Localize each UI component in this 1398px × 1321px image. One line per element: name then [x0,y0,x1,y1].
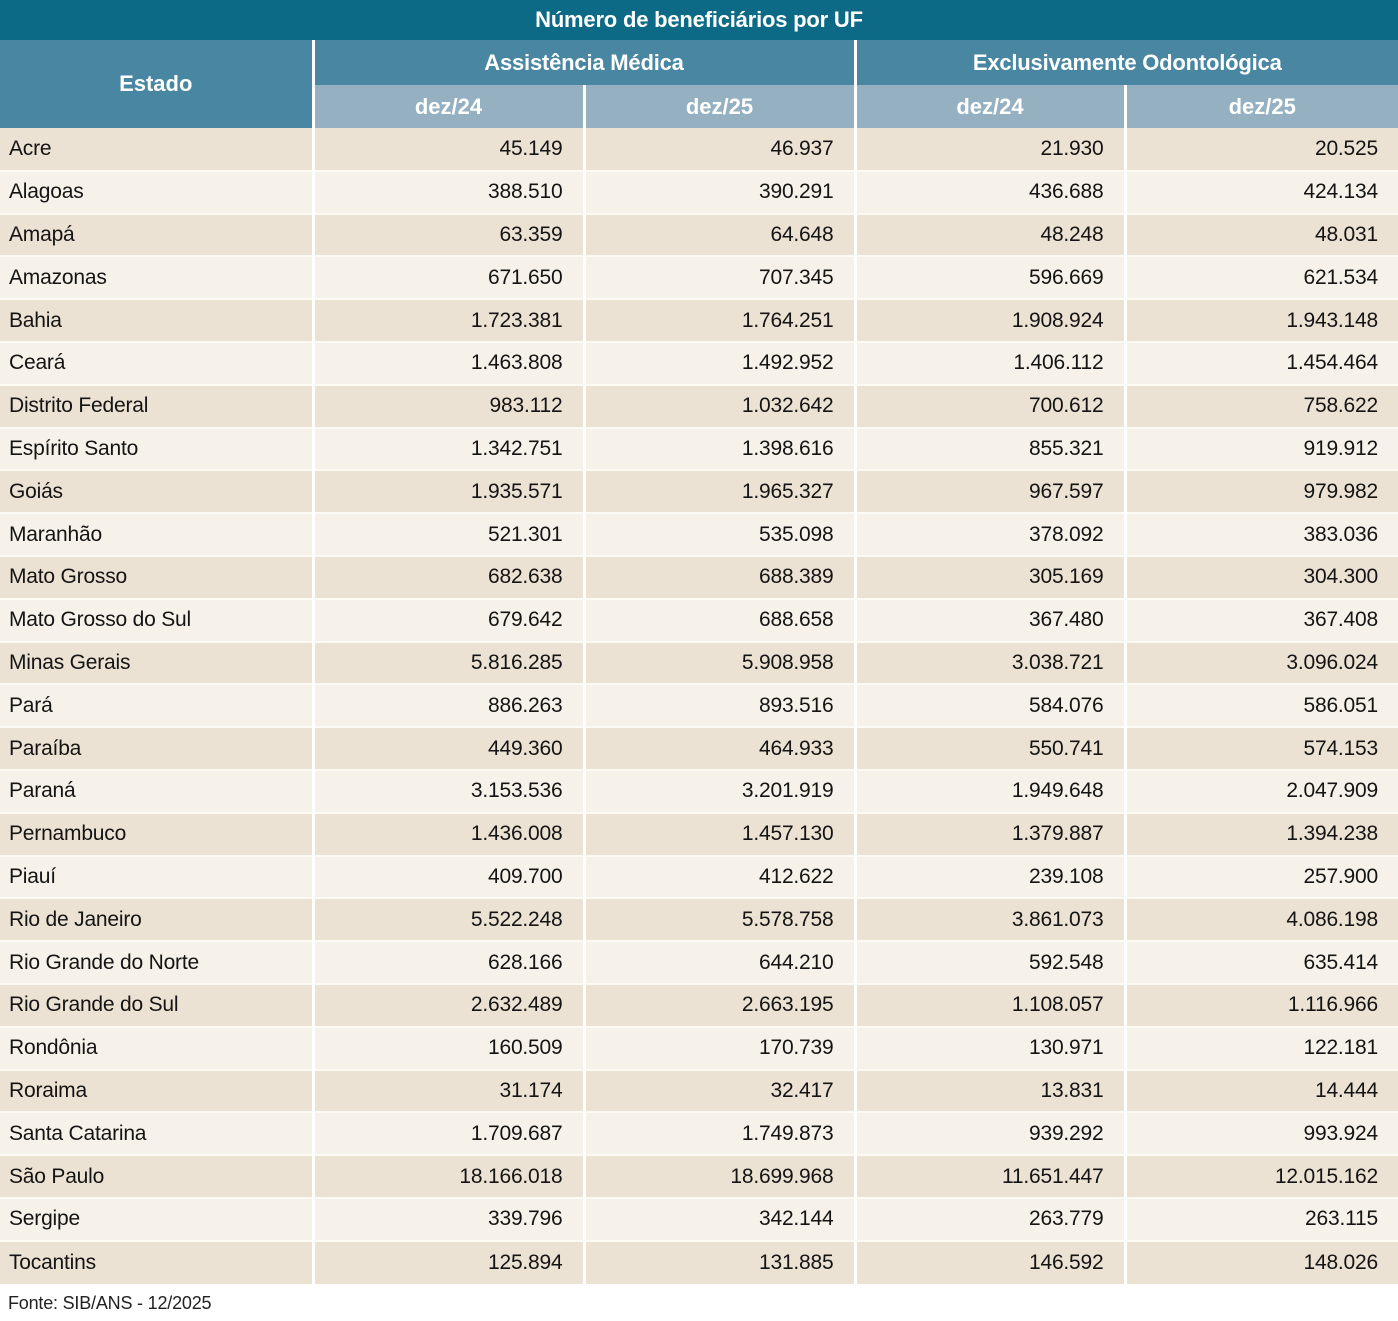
value-cell: 1.949.648 [855,770,1125,813]
value-cell: 449.360 [313,727,584,770]
value-cell: 367.408 [1125,599,1398,642]
value-cell: 2.632.489 [313,984,584,1027]
table-title: Número de beneficiários por UF [0,0,1398,40]
state-cell: Pará [0,684,313,727]
table-row [0,385,1398,428]
value-cell: 263.115 [1125,1198,1398,1241]
value-cell: 1.032.642 [584,385,855,428]
value-cell: 5.816.285 [313,642,584,685]
value-cell: 1.908.924 [855,299,1125,342]
value-cell: 1.965.327 [584,470,855,513]
value-cell: 967.597 [855,470,1125,513]
value-cell: 1.108.057 [855,984,1125,1027]
table-row [0,941,1398,984]
table-body [0,128,1398,1284]
state-cell: Espírito Santo [0,428,313,471]
value-cell: 13.831 [855,1070,1125,1113]
value-cell: 130.971 [855,1027,1125,1070]
state-cell: Rondônia [0,1027,313,1070]
state-cell: Ceará [0,342,313,385]
state-cell: Maranhão [0,513,313,556]
value-cell: 644.210 [584,941,855,984]
value-cell: 3.201.919 [584,770,855,813]
state-cell: Distrito Federal [0,385,313,428]
value-cell: 688.658 [584,599,855,642]
table-row [0,299,1398,342]
value-cell: 1.492.952 [584,342,855,385]
state-cell: Acre [0,128,313,171]
state-cell: Rio de Janeiro [0,898,313,941]
state-cell: Sergipe [0,1198,313,1241]
value-cell: 18.166.018 [313,1155,584,1198]
value-cell: 707.345 [584,256,855,299]
state-cell: Bahia [0,299,313,342]
value-cell: 20.525 [1125,128,1398,171]
value-cell: 592.548 [855,941,1125,984]
value-cell: 919.912 [1125,428,1398,471]
table-row [0,599,1398,642]
value-cell: 521.301 [313,513,584,556]
value-cell: 4.086.198 [1125,898,1398,941]
table-row [0,642,1398,685]
value-cell: 1.723.381 [313,299,584,342]
state-cell: Piauí [0,856,313,899]
value-cell: 122.181 [1125,1027,1398,1070]
value-cell: 339.796 [313,1198,584,1241]
value-cell: 1.379.887 [855,813,1125,856]
value-cell: 1.943.148 [1125,299,1398,342]
value-cell: 409.700 [313,856,584,899]
value-cell: 1.342.751 [313,428,584,471]
value-cell: 979.982 [1125,470,1398,513]
table-row [0,428,1398,471]
column-header-am-dez24: dez/24 [313,85,584,128]
value-cell: 305.169 [855,556,1125,599]
value-cell: 2.047.909 [1125,770,1398,813]
table-row [0,470,1398,513]
table-row [0,1070,1398,1113]
value-cell: 383.036 [1125,513,1398,556]
value-cell: 1.116.966 [1125,984,1398,1027]
table-row [0,770,1398,813]
state-cell: Minas Gerais [0,642,313,685]
value-cell: 596.669 [855,256,1125,299]
state-cell: Mato Grosso do Sul [0,599,313,642]
value-cell: 700.612 [855,385,1125,428]
value-cell: 239.108 [855,856,1125,899]
column-group-exclusivamente-odontologica: Exclusivamente Odontológica [855,40,1398,85]
value-cell: 3.153.536 [313,770,584,813]
value-cell: 1.749.873 [584,1112,855,1155]
value-cell: 160.509 [313,1027,584,1070]
table-row [0,556,1398,599]
column-group-row [0,40,1398,85]
value-cell: 635.414 [1125,941,1398,984]
table-row [0,727,1398,770]
table-row [0,684,1398,727]
value-cell: 5.908.958 [584,642,855,685]
value-cell: 436.688 [855,171,1125,214]
value-cell: 535.098 [584,513,855,556]
value-cell: 378.092 [855,513,1125,556]
state-cell: Rio Grande do Sul [0,984,313,1027]
value-cell: 1.764.251 [584,299,855,342]
value-cell: 628.166 [313,941,584,984]
value-cell: 1.463.808 [313,342,584,385]
state-cell: Alagoas [0,171,313,214]
value-cell: 257.900 [1125,856,1398,899]
value-cell: 574.153 [1125,727,1398,770]
value-cell: 21.930 [855,128,1125,171]
table-row [0,256,1398,299]
table-header [0,0,1398,128]
value-cell: 342.144 [584,1198,855,1241]
value-cell: 146.592 [855,1241,1125,1284]
table-row [0,898,1398,941]
value-cell: 18.699.968 [584,1155,855,1198]
value-cell: 304.300 [1125,556,1398,599]
value-cell: 1.454.464 [1125,342,1398,385]
table-row [0,1155,1398,1198]
value-cell: 993.924 [1125,1112,1398,1155]
value-cell: 12.015.162 [1125,1155,1398,1198]
value-cell: 48.248 [855,214,1125,257]
state-cell: Roraima [0,1070,313,1113]
value-cell: 388.510 [313,171,584,214]
value-cell: 893.516 [584,684,855,727]
value-cell: 424.134 [1125,171,1398,214]
value-cell: 131.885 [584,1241,855,1284]
table-row [0,856,1398,899]
state-cell: Paraíba [0,727,313,770]
value-cell: 148.026 [1125,1241,1398,1284]
value-cell: 586.051 [1125,684,1398,727]
value-cell: 3.861.073 [855,898,1125,941]
value-cell: 32.417 [584,1070,855,1113]
table-row [0,513,1398,556]
value-cell: 63.359 [313,214,584,257]
table-row [0,214,1398,257]
value-cell: 464.933 [584,727,855,770]
value-cell: 125.894 [313,1241,584,1284]
column-header-am-dez25: dez/25 [584,85,855,128]
column-group-assistencia-medica: Assistência Médica [313,40,855,85]
state-cell: Rio Grande do Norte [0,941,313,984]
value-cell: 367.480 [855,599,1125,642]
state-cell: São Paulo [0,1155,313,1198]
state-cell: Tocantins [0,1241,313,1284]
state-cell: Goiás [0,470,313,513]
value-cell: 2.663.195 [584,984,855,1027]
value-cell: 584.076 [855,684,1125,727]
value-cell: 1.709.687 [313,1112,584,1155]
column-header-eo-dez25: dez/25 [1125,85,1398,128]
table-title-row [0,0,1398,40]
value-cell: 679.642 [313,599,584,642]
value-cell: 46.937 [584,128,855,171]
value-cell: 5.578.758 [584,898,855,941]
table-row [0,171,1398,214]
value-cell: 170.739 [584,1027,855,1070]
value-cell: 412.622 [584,856,855,899]
value-cell: 886.263 [313,684,584,727]
value-cell: 855.321 [855,428,1125,471]
value-cell: 983.112 [313,385,584,428]
value-cell: 758.622 [1125,385,1398,428]
table-row [0,1027,1398,1070]
value-cell: 14.444 [1125,1070,1398,1113]
value-cell: 1.436.008 [313,813,584,856]
value-cell: 939.292 [855,1112,1125,1155]
value-cell: 64.648 [584,214,855,257]
value-cell: 1.457.130 [584,813,855,856]
value-cell: 31.174 [313,1070,584,1113]
value-cell: 11.651.447 [855,1155,1125,1198]
state-cell: Santa Catarina [0,1112,313,1155]
value-cell: 550.741 [855,727,1125,770]
value-cell: 3.096.024 [1125,642,1398,685]
state-cell: Amazonas [0,256,313,299]
state-cell: Amapá [0,214,313,257]
value-cell: 1.398.616 [584,428,855,471]
value-cell: 45.149 [313,128,584,171]
value-cell: 5.522.248 [313,898,584,941]
table-row [0,813,1398,856]
table-row [0,342,1398,385]
table-row [0,1112,1398,1155]
table-row [0,1198,1398,1241]
table-row [0,984,1398,1027]
source-note: Fonte: SIB/ANS - 12/2025 [8,1292,212,1313]
value-cell: 48.031 [1125,214,1398,257]
column-header-eo-dez24: dez/24 [855,85,1125,128]
column-header-estado: Estado [0,40,313,128]
value-cell: 390.291 [584,171,855,214]
table-row [0,128,1398,171]
value-cell: 682.638 [313,556,584,599]
state-cell: Mato Grosso [0,556,313,599]
state-cell: Paraná [0,770,313,813]
table-row [0,1241,1398,1284]
value-cell: 621.534 [1125,256,1398,299]
value-cell: 1.394.238 [1125,813,1398,856]
value-cell: 263.779 [855,1198,1125,1241]
state-cell: Pernambuco [0,813,313,856]
value-cell: 688.389 [584,556,855,599]
value-cell: 1.935.571 [313,470,584,513]
value-cell: 3.038.721 [855,642,1125,685]
value-cell: 1.406.112 [855,342,1125,385]
value-cell: 671.650 [313,256,584,299]
